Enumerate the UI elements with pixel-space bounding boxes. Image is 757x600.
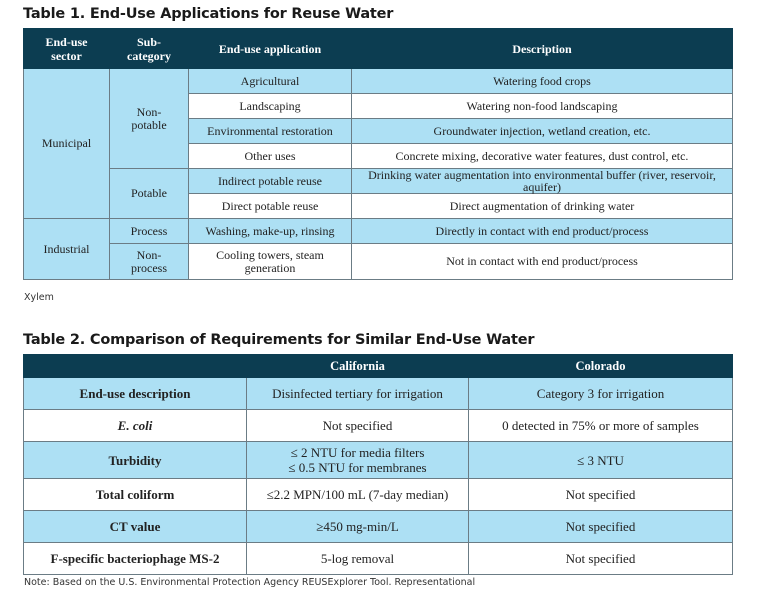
sector-industrial: Industrial — [24, 219, 110, 280]
california-cell: 5-log removal — [247, 543, 469, 575]
table-row — [24, 169, 733, 194]
description-cell: Watering non-food landscaping — [352, 94, 733, 119]
application-cell: Landscaping — [189, 94, 352, 119]
application-cell: Environmental restoration — [189, 119, 352, 144]
subcategory-non-process: Non- process — [110, 244, 189, 280]
requirements-comparison-table — [23, 354, 733, 575]
table-row — [24, 69, 733, 94]
description-cell: Not in contact with end product/process — [352, 244, 733, 280]
row-label: CT value — [24, 511, 247, 543]
colorado-cell: Not specified — [469, 511, 733, 543]
application-cell: Indirect potable reuse — [189, 169, 352, 194]
table2-title: Table 2. Comparison of Requirements for Similar End-Use Water — [23, 332, 535, 348]
header-blank — [24, 355, 247, 378]
colorado-cell: 0 detected in 75% or more of samples — [469, 410, 733, 442]
colorado-cell: Not specified — [469, 479, 733, 511]
header-california: California — [247, 355, 469, 378]
header-end-use-application: End-use application — [189, 29, 352, 69]
description-cell: Directly in contact with end product/process — [352, 219, 733, 244]
california-cell: Disinfected tertiary for irrigation — [247, 378, 469, 410]
table1-title: Table 1. End-Use Applications for Reuse Water — [23, 6, 394, 22]
sector-municipal: Municipal — [24, 69, 110, 219]
description-cell: Direct augmentation of drinking water — [352, 194, 733, 219]
header-colorado: Colorado — [469, 355, 733, 378]
description-cell: Groundwater injection, wetland creation, etc. — [352, 119, 733, 144]
california-cell: ≤ 2 NTU for media filters ≤ 0.5 NTU for membranes — [247, 442, 469, 479]
california-cell: ≤2.2 MPN/100 mL (7-day median) — [247, 479, 469, 511]
table1-source: Xylem — [24, 292, 54, 303]
description-cell: Watering food crops — [352, 69, 733, 94]
table-row — [24, 244, 733, 280]
header-description: Description — [352, 29, 733, 69]
table-row — [24, 410, 733, 442]
application-cell: Washing, make-up, rinsing — [189, 219, 352, 244]
application-cell: Agricultural — [189, 69, 352, 94]
table2-note: Note: Based on the U.S. Environmental Protection Agency REUSExplorer Tool. Representational — [24, 577, 476, 588]
table2-header-row — [24, 355, 733, 378]
description-cell: Concrete mixing, decorative water features, dust control, etc. — [352, 144, 733, 169]
table-row — [24, 543, 733, 575]
row-label: Turbidity — [24, 442, 247, 479]
subcategory-process: Process — [110, 219, 189, 244]
row-label: E. coli — [24, 410, 247, 442]
table-row — [24, 442, 733, 479]
table-row — [24, 378, 733, 410]
row-label: Total coliform — [24, 479, 247, 511]
header-end-use-sector: End-use sector — [24, 29, 110, 69]
application-cell: Other uses — [189, 144, 352, 169]
table-row — [24, 479, 733, 511]
end-use-applications-table — [23, 28, 733, 280]
colorado-cell: Not specified — [469, 543, 733, 575]
table1-header-row — [24, 29, 733, 69]
row-label: End-use description — [24, 378, 247, 410]
subcategory-non-potable: Non- potable — [110, 69, 189, 169]
description-cell: Drinking water augmentation into environmental buffer (river, reservoir, aquifer) — [352, 169, 733, 194]
california-cell: Not specified — [247, 410, 469, 442]
table-row — [24, 511, 733, 543]
application-cell: Direct potable reuse — [189, 194, 352, 219]
california-cell: ≥450 mg-min/L — [247, 511, 469, 543]
colorado-cell: ≤ 3 NTU — [469, 442, 733, 479]
application-cell: Cooling towers, steam generation — [189, 244, 352, 280]
header-sub-category: Sub- category — [110, 29, 189, 69]
table-row — [24, 219, 733, 244]
subcategory-potable: Potable — [110, 169, 189, 219]
row-label: F-specific bacteriophage MS-2 — [24, 543, 247, 575]
colorado-cell: Category 3 for irrigation — [469, 378, 733, 410]
